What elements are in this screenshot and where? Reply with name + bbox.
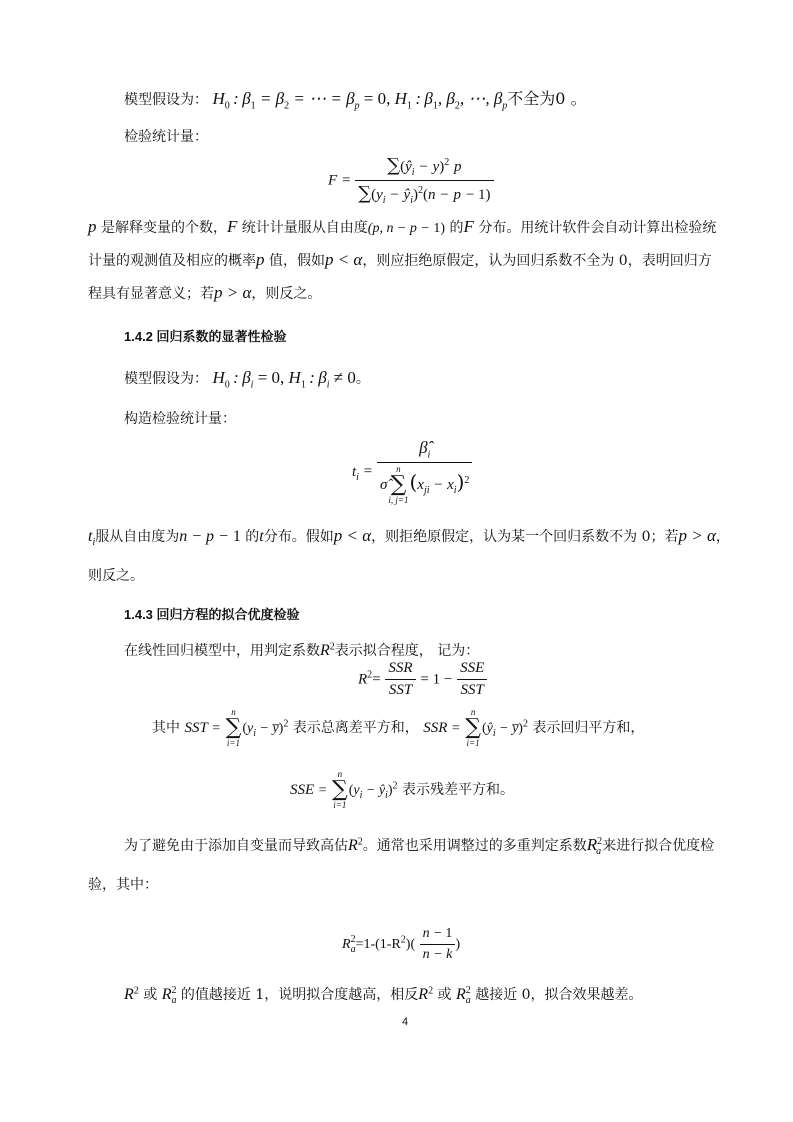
t-statistic-formula: $t_i$ = $\betâ_i$ σ̂ n ∑ i, j=1 $(x_{ji} - x_i)^2$	[352, 438, 472, 505]
f-test-hypothesis: 模型假设为： $H_0$ : $\beta_1 = \beta_2$ = ⋯ = $\beta_p = 0$, $H_1$ : $\beta_1$, $\beta_2$, ⋯, $\beta_p$不全为0 。	[124, 89, 587, 112]
stat-label: 检验统计量：	[124, 129, 208, 145]
f-test-paragraph-line3: 程具有显著意义；若p > α，则反之。	[88, 283, 322, 302]
f-test-hypothesis-formula: $H_0$ : $\beta_1 = \beta_2$ = ⋯ = $\beta_p = 0$, $H_1$ : $\beta_1$, $\beta_2$, ⋯, $\beta_p$	[212, 89, 508, 112]
hypothesis-label: 模型假设为：	[124, 92, 208, 108]
adjusted-r2-paragraph-line1: 为了避免由于添加自变量而导致高估$R^2$。通常也采用调整过的多重判定系数$R_a^2$来进行拟合优度检	[124, 835, 715, 857]
adjusted-r2-formula: $R_a^2=1-(1-R^2)$( $\frac{n - 1}{n - k}$ )	[342, 926, 461, 962]
f-statistic-formula: F = $\frac{\sum(ŷ_i - y)^2 p}{\sum(y_i - ŷ_i)^2(n - p - 1)}$	[328, 155, 494, 206]
t-test-paragraph-line2: 则反之。	[88, 568, 144, 584]
adjusted-r2-paragraph-line2: 验，其中：	[88, 877, 158, 893]
fit-intro: 在线性回归模型中，用判定系数$R^2$表示拟合程度， 记为：	[124, 641, 480, 659]
t-test-paragraph-line1: $t_i$服从自由度为n − p − 1 的t分布。假如p < α，则拒绝原假定，认为某一个回归系数不为 0；若p > α，	[88, 526, 730, 549]
section-heading-1-4-3: 1.4.3 回归方程的拟合优度检验	[124, 607, 300, 622]
f-test-paragraph-line1: p 是解释变量的个数，F 统计计量服从自由度(p, n − p − 1) 的F 分布。用统计软件会自动计算出检验统	[88, 217, 717, 236]
sse-definition: SSE = n ∑ i=1 ($y_i$ − $ŷ_i)^2$ 表示残差平方和。	[290, 769, 514, 810]
sst-ssr-definition: 其中 SST = n ∑ i=1 ($y_i$ − y̅)$^2$ 表示总离差平方和， SSR = n ∑ i=1 ($ŷ_i$ − y̅)$^2$ 表示回归平方和，	[152, 707, 645, 748]
page-number: 4	[402, 1016, 409, 1028]
section-heading-1-4-2: 1.4.2 回归系数的显著性检验	[124, 329, 287, 344]
fit-conclusion: $R^2$ 或 $R_a^2$ 的值越接近 1，说明拟合度越高，相反$R^2$ 或 $R_a^2$ 越接近 0，拟合效果越差。	[124, 985, 643, 1006]
t-test-hypothesis: 模型假设为： $H_0$ : $\beta_i = 0$, $H_1$ : $\beta_i \ne 0$。	[124, 368, 370, 391]
r-squared-formula: $R^2=$ $\frac{\text{SSR}}{\text{SST}}$ = 1 − $\frac{\text{SSE}}{\text{SST}}$	[358, 660, 487, 699]
f-test-paragraph-line2: 计量的观测值及相应的概率p 值，假如p < α，则应拒绝原假定，认为回归系数不全为 0，表明回归方	[88, 250, 712, 269]
t-stat-label: 构造检验统计量：	[124, 411, 236, 427]
